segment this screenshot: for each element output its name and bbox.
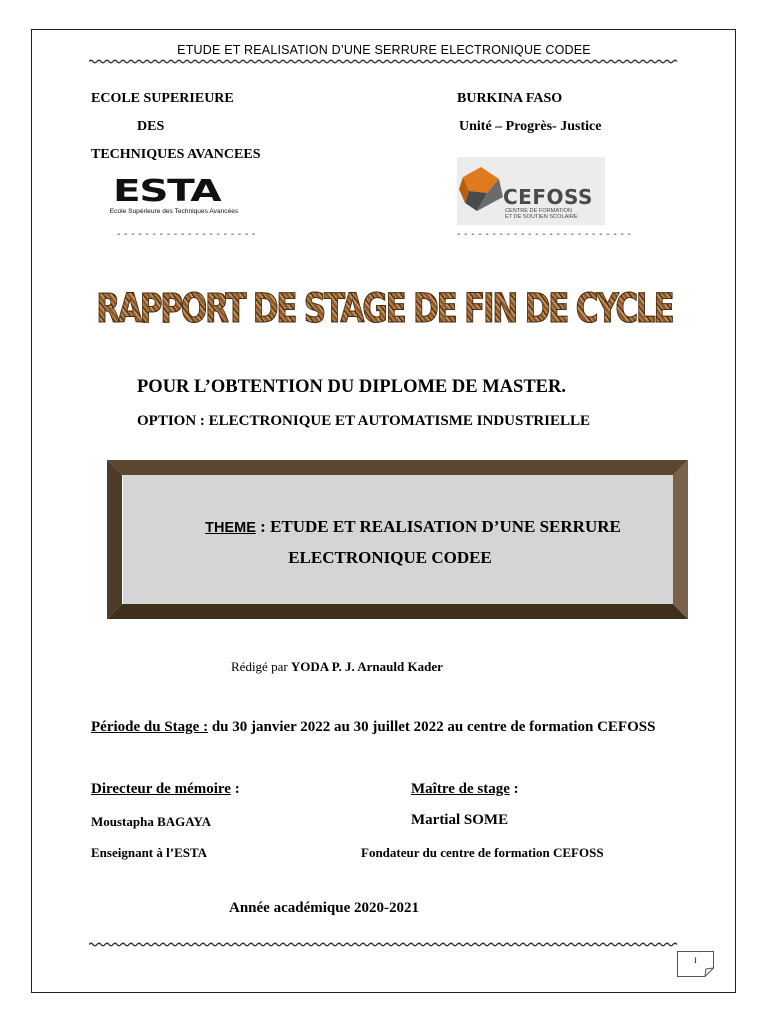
supervisor-name: Martial SOME — [411, 812, 509, 828]
theme-title-line2: ELECTRONIQUE CODEE — [288, 548, 492, 567]
esta-logo-caption: Ecole Supérieure des Techniques Avancées — [109, 208, 239, 215]
right-separator: - - - - - - - - - - - - - - - - - - - - - - - - - — [457, 229, 632, 240]
country-name: BURKINA FASO — [457, 91, 563, 106]
cefoss-logo-caption-line1: CENTRE DE FORMATION — [505, 208, 573, 214]
author-name: YODA P. J. Arnauld Kader — [290, 659, 443, 674]
theme-title-line1: ETUDE ET REALISATION D’UNE SERRURE — [270, 517, 621, 536]
theme-label: THEME — [205, 520, 256, 536]
page-number: I — [694, 956, 697, 965]
theme-panel — [123, 475, 673, 604]
theme-separator: : — [255, 517, 271, 536]
cefoss-logo-mark — [459, 163, 505, 219]
header-divider — [89, 59, 679, 64]
report-banner — [0, 286, 768, 338]
supervisor-colon: : — [509, 781, 519, 797]
theme-line1 — [0, 517, 768, 537]
supervisor-heading — [411, 781, 519, 798]
director-name: Moustapha BAGAYA — [91, 814, 212, 829]
academic-year: Année académique 2020-2021 — [229, 900, 419, 916]
cefoss-logo — [457, 157, 605, 225]
cefoss-logo-caption — [505, 208, 578, 220]
period-value: du 30 janvier 2022 au 30 juillet 2022 au centre de formation CEFOSS — [208, 719, 656, 735]
director-role: Enseignant à l’ESTA — [91, 845, 208, 860]
school-name-line1: ECOLE SUPERIEURE — [91, 91, 234, 106]
internship-period — [91, 719, 655, 736]
director-colon: : — [230, 781, 240, 797]
degree-line: POUR L’OBTENTION DU DIPLOME DE MASTER. — [137, 377, 566, 397]
degree-option: OPTION : ELECTRONIQUE ET AUTOMATISME INDUSTRIELLE — [137, 413, 591, 429]
cefoss-logo-text: CEFOSS — [503, 185, 593, 209]
author-prefix: Rédigé par — [231, 659, 291, 674]
esta-logo-text: ESTA — [113, 174, 221, 209]
running-header: ETUDE ET REALISATION D’UNE SERRURE ELECTRONIQUE CODEE — [177, 43, 591, 57]
esta-logo — [103, 174, 245, 220]
school-name-line3: TECHNIQUES AVANCEES — [91, 147, 261, 162]
school-name-line2: DES — [137, 119, 165, 134]
left-separator: - - - - - - - - - - - - - - - - - - - - — [117, 229, 256, 240]
author-line — [231, 659, 443, 675]
report-banner-text: RAPPORT DE STAGE DE FIN DE CYCLE — [95, 286, 673, 332]
supervisor-role: Fondateur du centre de formation CEFOSS — [361, 845, 604, 860]
cefoss-logo-caption-line2: ET DE SOUTIEN SCOLAIRE — [505, 214, 578, 220]
director-label: Directeur de mémoire — [91, 781, 231, 797]
supervisor-label: Maître de stage — [411, 781, 510, 797]
director-heading — [91, 781, 240, 798]
period-label: Période du Stage : — [91, 719, 209, 735]
footer-divider — [89, 942, 679, 947]
country-motto: Unité – Progrès- Justice — [459, 119, 602, 134]
